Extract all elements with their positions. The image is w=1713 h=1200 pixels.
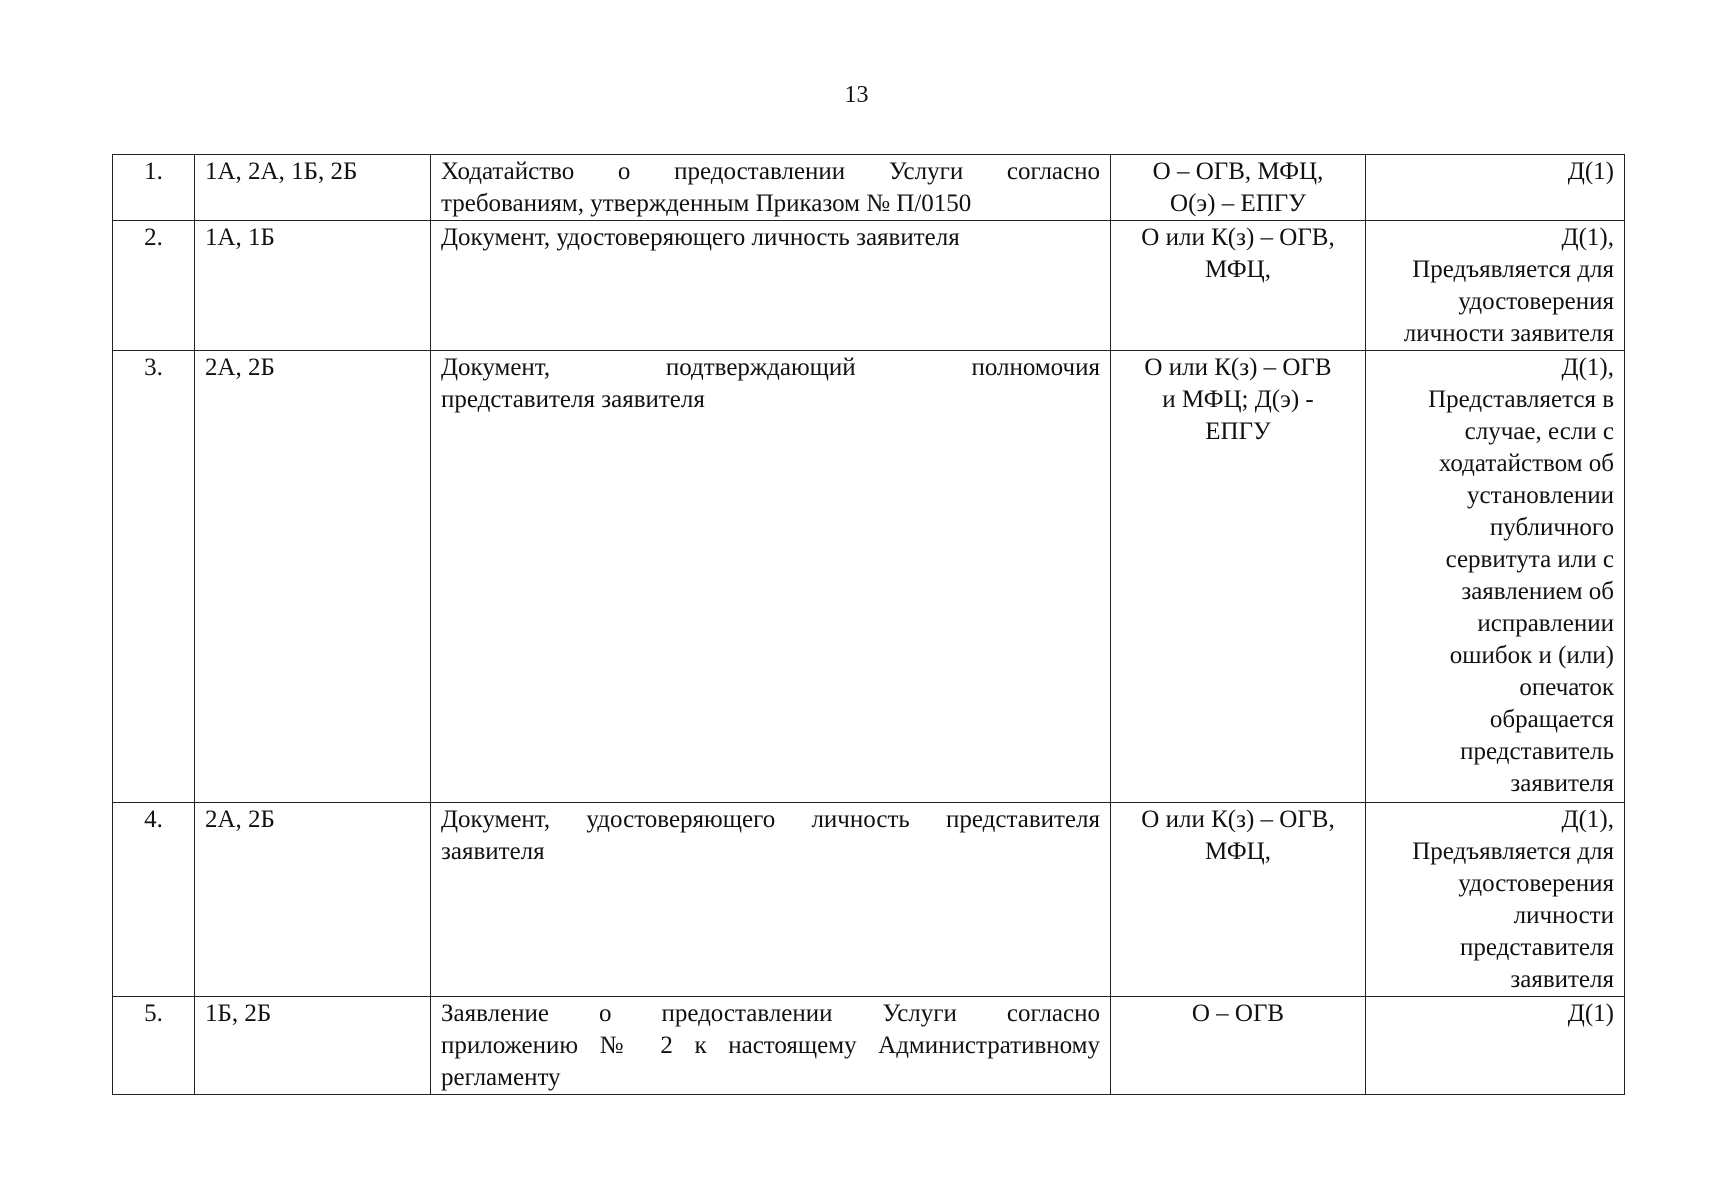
document-note-line: ошибок и (или) (1449, 642, 1614, 669)
document-note (1366, 155, 1625, 221)
document-description-line: Документ, удостоверяющего личность заявителя (441, 224, 960, 251)
document-note-line: представитель (1460, 738, 1614, 765)
documents-table (112, 154, 1625, 1095)
row-number: 2. (113, 221, 195, 351)
row-number: 5. (113, 997, 195, 1095)
document-description (431, 221, 1111, 351)
row-number: 1. (113, 155, 195, 221)
table-row (113, 803, 1625, 997)
document-description-line: заявителя (441, 838, 545, 865)
document-note-line: обращается (1489, 706, 1614, 733)
document-description-line: Документ, подтверждающий полномочия (441, 354, 1100, 381)
page-number: 13 (844, 82, 869, 108)
document-note-line: исправлении (1477, 610, 1614, 637)
document-note-line: установлении (1467, 482, 1614, 509)
applicant-codes: 2А, 2Б (195, 351, 431, 803)
document-note-line: личности заявителя (1403, 320, 1614, 347)
document-note-line: Предъявляется для (1412, 838, 1614, 865)
document-note-line: случае, если с (1464, 418, 1614, 445)
document-note-line: публичного (1489, 514, 1614, 541)
document-note-line: удостоверения (1458, 288, 1614, 315)
document-description-line: Заявление о предоставлении Услуги согласно (441, 1000, 1100, 1027)
applicant-codes: 1А, 2А, 1Б, 2Б (195, 155, 431, 221)
document-note-line: сервитута или с (1445, 546, 1614, 573)
document-note-line: Д(1), (1561, 224, 1614, 251)
document-note-line: удостоверения (1458, 870, 1614, 897)
document-note-line: Предъявляется для (1412, 256, 1614, 283)
document-note-line: заявителя (1510, 966, 1614, 993)
document-note-line: личности (1513, 902, 1614, 929)
submission-form-line: МФЦ, (1205, 256, 1271, 283)
submission-form-line: ЕПГУ (1205, 418, 1271, 445)
submission-form-line: О – ОГВ (1191, 1000, 1285, 1027)
submission-form (1111, 351, 1366, 803)
submission-form (1111, 997, 1366, 1095)
document-note-line: опечаток (1519, 674, 1614, 701)
document-description-line: требованиям, утвержденным Приказом № П/0150 (441, 190, 972, 217)
document-note-line: ходатайством об (1438, 450, 1614, 477)
table-row (113, 351, 1625, 803)
submission-form-line: О или К(з) – ОГВ, (1141, 224, 1335, 251)
row-number: 3. (113, 351, 195, 803)
document-description-line: регламенту (441, 1064, 561, 1091)
submission-form-line: МФЦ, (1205, 838, 1271, 865)
document-note-line: заявлением об (1461, 578, 1614, 605)
document-note-line: представителя (1460, 934, 1614, 961)
document-description-line: представителя заявителя (441, 386, 705, 413)
document-description (431, 803, 1111, 997)
document-description-line: приложению № 2 к настоящему Административному (441, 1032, 1100, 1059)
document-note-line: Д(1) (1567, 1000, 1614, 1027)
document-description (431, 351, 1111, 803)
submission-form-line: и МФЦ; Д(э) - (1162, 386, 1314, 413)
submission-form (1111, 155, 1366, 221)
document-description (431, 997, 1111, 1095)
table-row (113, 997, 1625, 1095)
document-description-line: Документ, удостоверяющего личность представителя (441, 806, 1100, 833)
applicant-codes: 1Б, 2Б (195, 997, 431, 1095)
document-note-line: Д(1), (1561, 354, 1614, 381)
document-description (431, 155, 1111, 221)
table-row (113, 155, 1625, 221)
document-note-line: Д(1) (1567, 158, 1614, 185)
submission-form-line: О – ОГВ, МФЦ, (1152, 158, 1324, 185)
document-note (1366, 351, 1625, 803)
submission-form-line: О или К(з) – ОГВ, (1141, 806, 1335, 833)
submission-form-line: О(э) – ЕПГУ (1170, 190, 1306, 217)
submission-form (1111, 803, 1366, 997)
document-note-line: Представляется в (1428, 386, 1614, 413)
document-note-line: заявителя (1510, 770, 1614, 797)
document-description-line: Ходатайство о предоставлении Услуги согласно (441, 158, 1100, 185)
document-note (1366, 221, 1625, 351)
applicant-codes: 1А, 1Б (195, 221, 431, 351)
document-note (1366, 803, 1625, 997)
row-number: 4. (113, 803, 195, 997)
submission-form (1111, 221, 1366, 351)
table-row (113, 221, 1625, 351)
applicant-codes: 2А, 2Б (195, 803, 431, 997)
document-note-line: Д(1), (1561, 806, 1614, 833)
submission-form-line: О или К(з) – ОГВ (1144, 354, 1332, 381)
document-note (1366, 997, 1625, 1095)
